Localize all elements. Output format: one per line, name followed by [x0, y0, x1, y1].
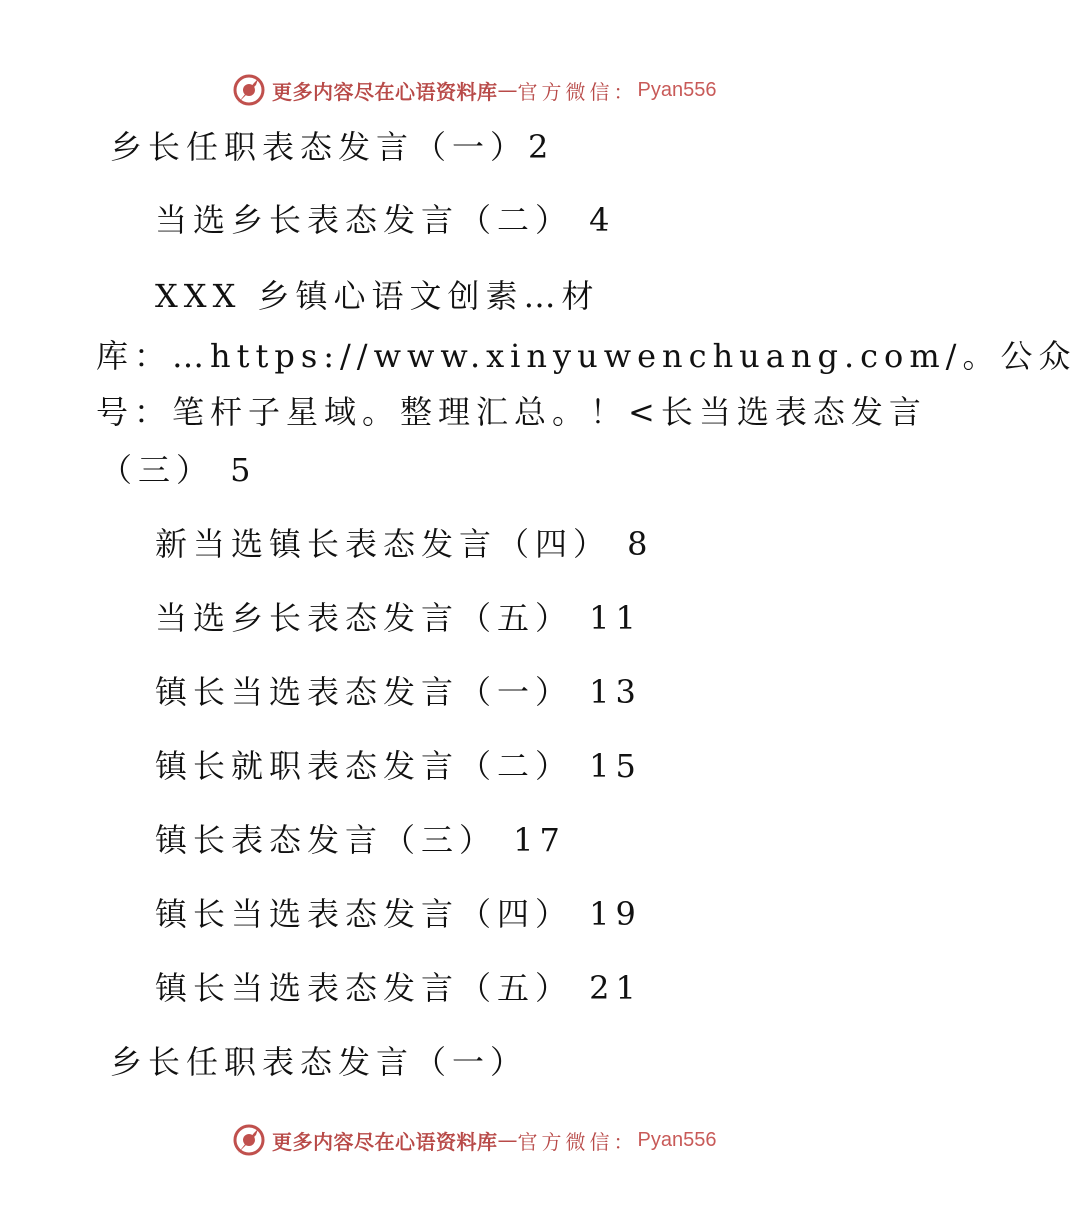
toc-entry-3-line-c: 号：笔杆子星域。整理汇总。！<长当选表态发言 — [96, 393, 927, 431]
toc-entry-9: 镇长当选表态发言（四） 19 — [155, 895, 642, 933]
watermark-separator: — — [497, 78, 518, 102]
section-heading: 乡长任职表态发言（一） — [110, 1043, 529, 1081]
toc-entry-3-line-b: 库：…https://www.xinyuwenchuang.com/。公众 — [96, 337, 1076, 375]
toc-entry-4: 新当选镇长表态发言（四） 8 — [155, 525, 654, 563]
toc-entry-10: 镇长当选表态发言（五） 21 — [155, 969, 642, 1007]
watermark-wechat-id: Pyan556 — [637, 1128, 717, 1151]
toc-entry-6: 镇长当选表态发言（一） 13 — [155, 673, 642, 711]
toc-entry-7: 镇长就职表态发言（二） 15 — [155, 747, 642, 785]
toc-entry-1: 乡长任职表态发言（一）2 — [110, 128, 555, 166]
toc-entry-2: 当选乡长表态发言（二） 4 — [155, 201, 616, 239]
watermark-banner-top — [232, 72, 716, 108]
watermark-official-label: 官方微信： — [517, 79, 638, 104]
toc-entry-3-line-d: （三） 5 — [100, 451, 257, 489]
watermark-site-text: 更多内容尽在心语资料库 — [272, 1129, 498, 1154]
watermark-banner-bottom — [232, 1122, 716, 1158]
quill-seal-icon — [232, 73, 266, 107]
toc-entry-8: 镇长表态发言（三） 17 — [155, 821, 566, 859]
quill-seal-icon — [232, 1123, 266, 1157]
toc-entry-3-line-a: XXX 乡镇心语文创素…材 — [155, 277, 600, 315]
watermark-separator: — — [497, 1128, 518, 1152]
watermark-site-text: 更多内容尽在心语资料库 — [272, 79, 498, 104]
watermark-wechat-id: Pyan556 — [637, 78, 717, 101]
toc-entry-5: 当选乡长表态发言（五） 11 — [155, 599, 642, 637]
watermark-official-label: 官方微信： — [517, 1129, 638, 1154]
